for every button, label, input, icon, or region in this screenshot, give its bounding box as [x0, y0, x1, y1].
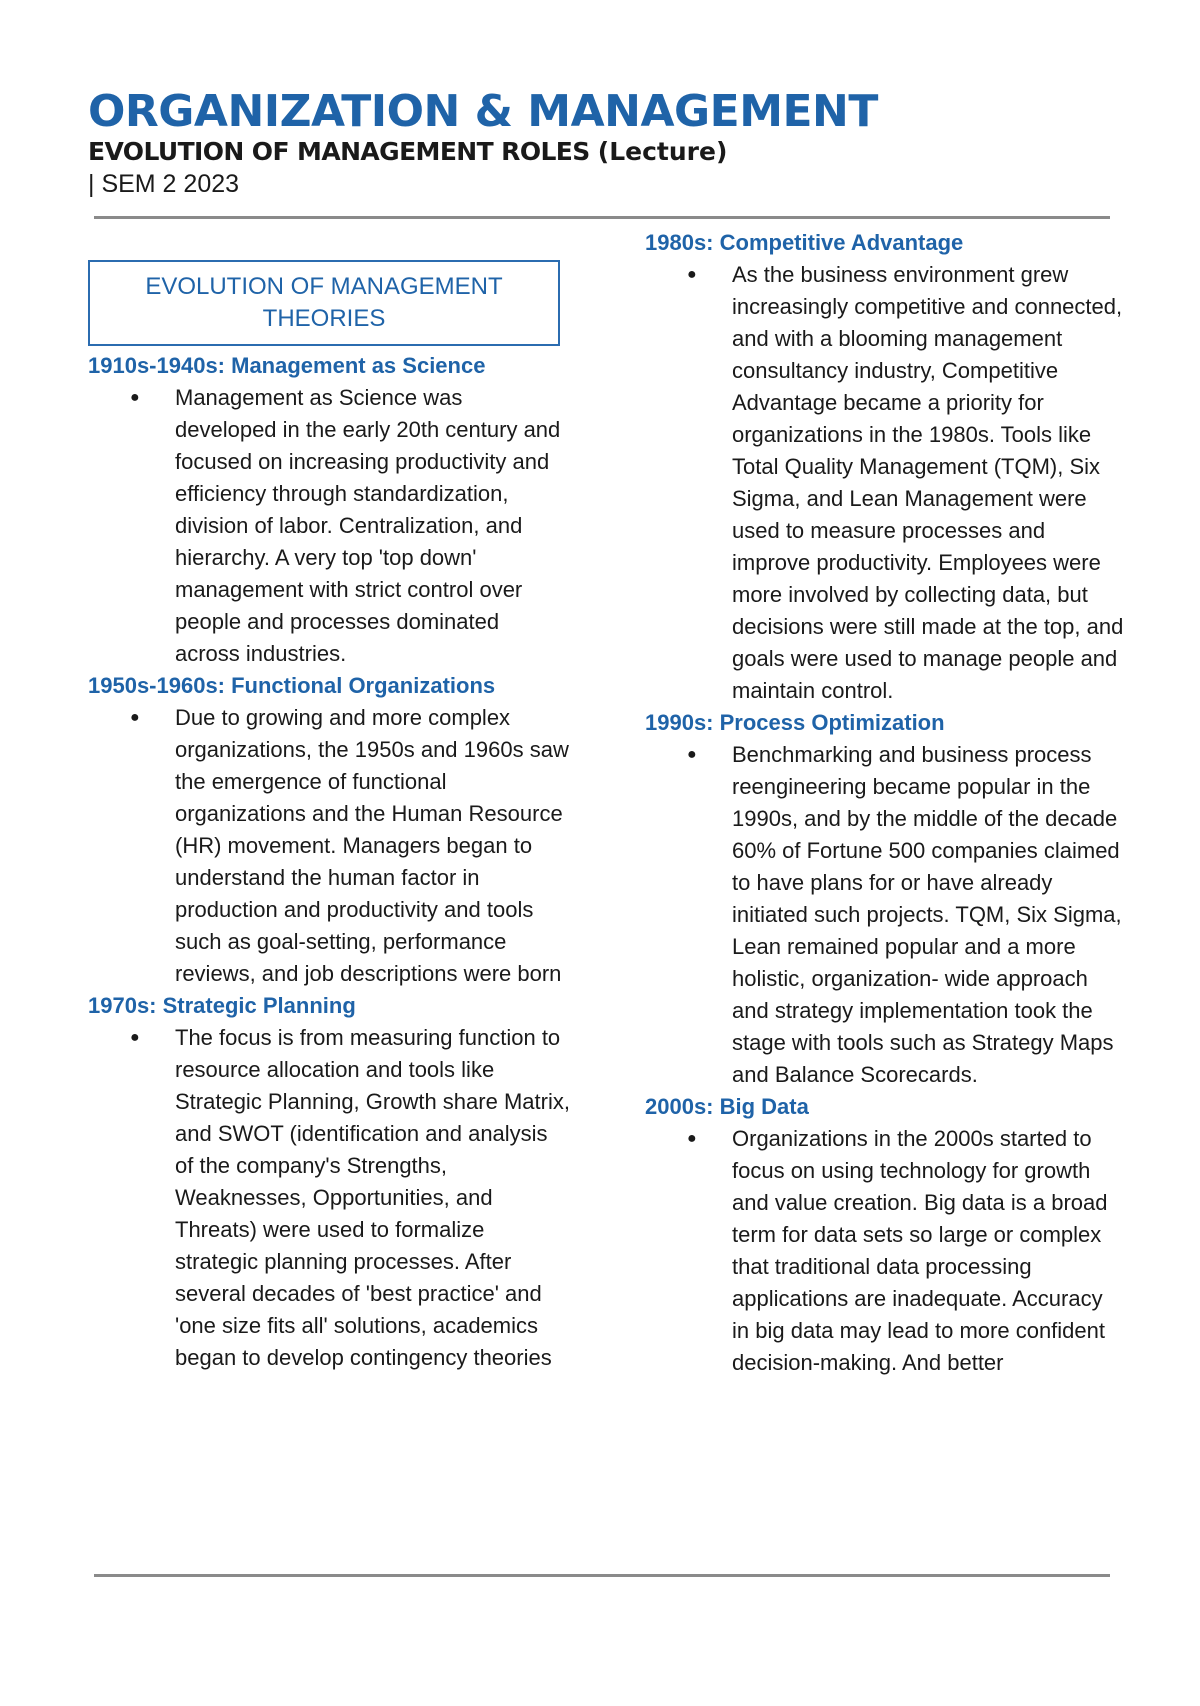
section-heading: 1970s: Strategic Planning: [88, 993, 356, 1018]
section-heading: 1980s: Competitive Advantage: [645, 230, 964, 255]
bullet-text: Management as Science was developed in the early 20th century and focused on increasing productivity and efficiency through standardization, division of labor. Centralization, and hierarchy. A very top 'top down' management with strict control over people and processes dominated across industries.: [175, 385, 561, 666]
bullet-text: Due to growing and more complex organizations, the 1950s and 1960s saw the emergence of functional organizations and the Human Resource (HR) movement. Managers began to understand the human factor in production and productivity and tools such as goal-setting, performance reviews, and job descriptions were born: [175, 705, 569, 986]
bullet-item: [88, 382, 570, 670]
left-column: [88, 260, 570, 1374]
document-subtitle: [88, 136, 1118, 168]
right-column: [645, 227, 1125, 1379]
box-line-1: EVOLUTION OF MANAGEMENT: [145, 273, 503, 300]
section-1980s: [645, 227, 1125, 707]
document-title: ORGANIZATION & MANAGEMENT: [88, 86, 878, 137]
section-1910s: [88, 350, 570, 670]
section-2000s: [645, 1091, 1125, 1379]
section-heading: 2000s: Big Data: [645, 1094, 809, 1119]
section-heading: 1990s: Process Optimization: [645, 710, 945, 735]
semester-label: | SEM 2 2023: [88, 170, 240, 198]
bullet-item: [645, 259, 1125, 707]
box-line-2: THEORIES: [262, 305, 386, 332]
bullet-item: [88, 702, 570, 990]
page-header: [88, 88, 1118, 200]
section-heading: 1950s-1960s: Functional Organizations: [88, 673, 496, 698]
section-box: [88, 260, 560, 346]
bullet-text: As the business environment grew increasingly competitive and connected, and with a blooming management consultancy industry, Competitive Advantage became a priority for organizations in the 1980s. Tools like Total Quality Management (TQM), Six Sigma, and Lean Management were used to measure processes and improve productivity. Employees were more involved by collecting data, but decisions were still made at the top, and goals were used to manage people and maintain control.: [732, 262, 1124, 703]
bullet-text: Benchmarking and business process reengineering became popular in the 1990s, and by the middle of the decade 60% of Fortune 500 companies claimed to have plans for or have already initiated such projects. TQM, Six Sigma, Lean remained popular and a more holistic, organization- wide approach and strategy implementation took the stage with tools such as Strategy Maps and Balance Scorecards.: [732, 742, 1122, 1087]
subtitle-lecture: (Lecture): [597, 137, 728, 166]
bullet-text: Organizations in the 2000s started to focus on using technology for growth and value creation. Big data is a broad term for data sets so large or complex that traditional data processing applications are inadequate. Accuracy in big data may lead to more confident decision-making. And better: [732, 1126, 1108, 1375]
bullet-icon: ●: [687, 746, 697, 763]
bullet-item: [645, 1123, 1125, 1379]
section-1950s: [88, 670, 570, 990]
bottom-divider: [94, 1574, 1110, 1577]
bullet-item: [88, 1022, 570, 1374]
bullet-icon: ●: [687, 266, 697, 283]
bullet-icon: ●: [130, 709, 140, 726]
bullet-text: The focus is from measuring function to resource allocation and tools like Strategic Planning, Growth share Matrix, and SWOT (identification and analysis of the company's Strengths, Weaknesses, Opportunities, and Threats) were used to formalize strategic planning processes. After several decades of 'best practice' and 'one size fits all' solutions, academics began to develop contingency theories: [175, 1025, 570, 1370]
section-1990s: [645, 707, 1125, 1091]
subtitle-text: EVOLUTION OF MANAGEMENT ROLES: [88, 137, 598, 166]
top-divider: [94, 216, 1110, 219]
bullet-item: [645, 739, 1125, 1091]
bullet-icon: ●: [130, 389, 140, 406]
section-1970s: [88, 990, 570, 1374]
bullet-icon: ●: [687, 1130, 697, 1147]
section-heading: 1910s-1940s: Management as Science: [88, 353, 486, 378]
bullet-icon: ●: [130, 1029, 140, 1046]
